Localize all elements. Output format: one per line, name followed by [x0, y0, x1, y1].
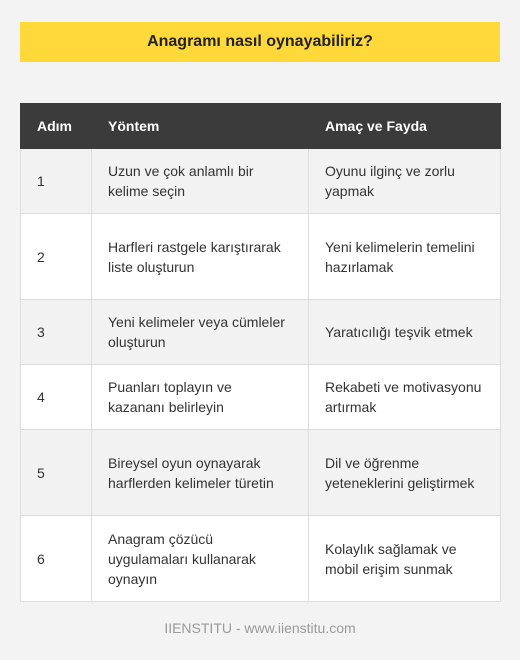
cell-step: 5	[21, 430, 92, 516]
table-row	[21, 516, 501, 602]
page-title: Anagramı nasıl oynayabiliriz?	[20, 22, 500, 62]
cell-method: Anagram çözücü uygulamaları kullanarak oynayın	[92, 516, 309, 602]
cell-step: 2	[21, 214, 92, 300]
cell-purpose: Yeni kelimelerin temelini hazırlamak	[309, 214, 501, 300]
cell-step: 4	[21, 365, 92, 430]
cell-purpose: Yaratıcılığı teşvik etmek	[309, 300, 501, 365]
steps-table	[20, 103, 501, 602]
table-row	[21, 300, 501, 365]
table-row	[21, 149, 501, 214]
cell-purpose: Oyunu ilginç ve zorlu yapmak	[309, 149, 501, 214]
cell-step: 3	[21, 300, 92, 365]
table-row	[21, 214, 501, 300]
cell-purpose: Rekabeti ve motivasyonu artırmak	[309, 365, 501, 430]
cell-purpose: Kolaylık sağlamak ve mobil erişim sunmak	[309, 516, 501, 602]
footer-credit: IIENSTITU - www.iienstitu.com	[164, 620, 356, 636]
table-row	[21, 430, 501, 516]
cell-step: 6	[21, 516, 92, 602]
table-header-row	[21, 104, 501, 149]
cell-purpose: Dil ve öğrenme yeteneklerini geliştirmek	[309, 430, 501, 516]
cell-method: Harfleri rastgele karıştırarak liste oluşturun	[92, 214, 309, 300]
header-step: Adım	[21, 104, 92, 149]
cell-step: 1	[21, 149, 92, 214]
cell-method: Uzun ve çok anlamlı bir kelime seçin	[92, 149, 309, 214]
cell-method: Bireysel oyun oynayarak harflerden kelimeler türetin	[92, 430, 309, 516]
table-row	[21, 365, 501, 430]
cell-method: Puanları toplayın ve kazananı belirleyin	[92, 365, 309, 430]
cell-method: Yeni kelimeler veya cümleler oluşturun	[92, 300, 309, 365]
header-method: Yöntem	[92, 104, 309, 149]
header-purpose: Amaç ve Fayda	[309, 104, 501, 149]
